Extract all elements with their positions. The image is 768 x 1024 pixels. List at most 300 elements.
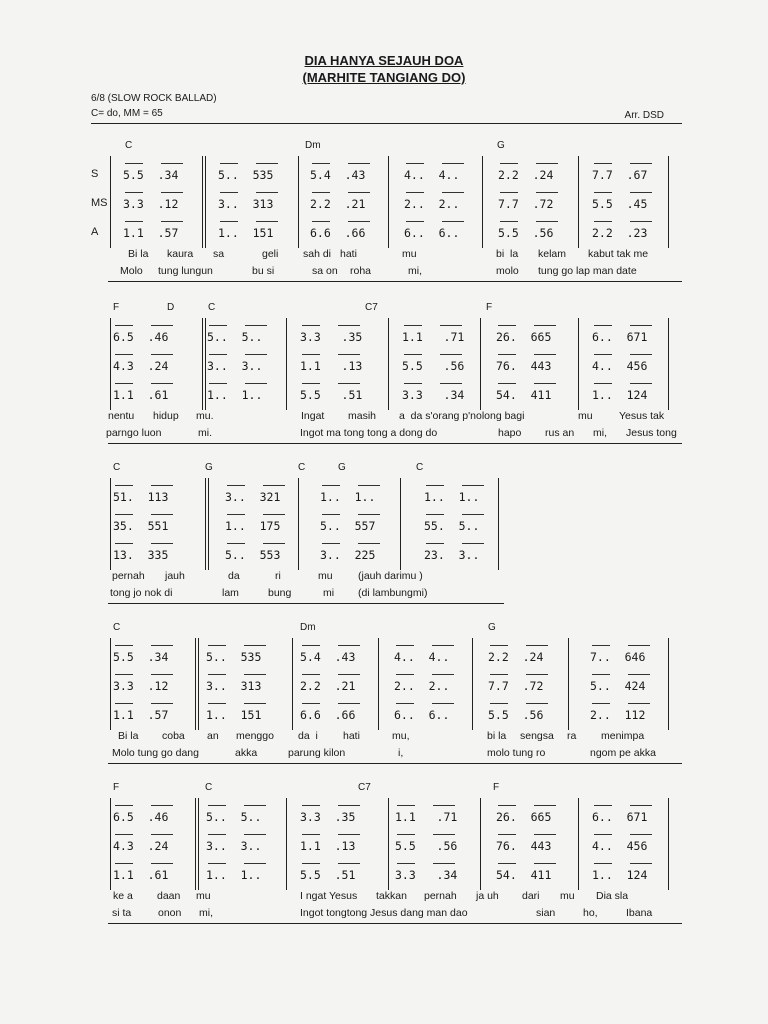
lyric-verse-1: dari bbox=[522, 890, 540, 902]
bar-line bbox=[110, 638, 111, 730]
note-group: 2.2 .21 bbox=[310, 197, 366, 211]
beam-left bbox=[594, 863, 612, 864]
beam-left bbox=[209, 354, 227, 355]
beam-left bbox=[594, 354, 612, 355]
beam-right bbox=[462, 514, 484, 515]
bar-line bbox=[668, 638, 669, 730]
beam-right bbox=[630, 192, 652, 193]
lyric-verse-1: hati bbox=[343, 730, 360, 742]
lyric-verse-2: mi, bbox=[593, 427, 607, 439]
note-group: 2.. 2.. bbox=[394, 679, 450, 693]
beam-right bbox=[536, 221, 558, 222]
lyric-verse-1: mu bbox=[560, 890, 575, 902]
chord-symbol: C bbox=[205, 782, 213, 793]
beam-right bbox=[442, 221, 464, 222]
bar-line bbox=[480, 318, 481, 410]
chord-symbol: C bbox=[113, 622, 121, 633]
beam-left bbox=[498, 834, 516, 835]
bar-line bbox=[668, 798, 669, 890]
system-rule bbox=[108, 603, 504, 604]
beam-left bbox=[490, 703, 508, 704]
beam-left bbox=[208, 645, 226, 646]
chord-symbol: Dm bbox=[300, 622, 316, 633]
beam-left bbox=[115, 485, 133, 486]
beam-left bbox=[209, 383, 227, 384]
beam-left bbox=[397, 863, 415, 864]
beam-right bbox=[338, 834, 360, 835]
beam-right bbox=[338, 645, 360, 646]
double-bar-line bbox=[205, 156, 206, 248]
beam-left bbox=[397, 834, 415, 835]
note-group: 2.2 .24 bbox=[498, 168, 554, 182]
note-group: 5.5 .34 bbox=[113, 650, 169, 664]
beam-right bbox=[244, 863, 266, 864]
system-5 bbox=[0, 782, 768, 932]
beam-right bbox=[263, 543, 285, 544]
beam-right bbox=[630, 834, 652, 835]
lyric-verse-1: geli bbox=[262, 248, 279, 260]
beam-left bbox=[115, 354, 133, 355]
system-rule bbox=[108, 763, 682, 764]
beam-right bbox=[630, 863, 652, 864]
beam-left bbox=[498, 354, 516, 355]
key-tempo: C= do, MM = 65 bbox=[91, 108, 163, 119]
lyric-verse-1: I ngat Yesus bbox=[300, 890, 358, 902]
beam-right bbox=[432, 674, 454, 675]
beam-right bbox=[338, 863, 360, 864]
lyric-verse-1: coba bbox=[162, 730, 185, 742]
beam-right bbox=[536, 192, 558, 193]
beam-right bbox=[151, 645, 173, 646]
note-group: 1.1 .61 bbox=[113, 868, 169, 882]
lyric-verse-1: hati bbox=[340, 248, 357, 260]
bar-line bbox=[298, 156, 299, 248]
beam-right bbox=[244, 674, 266, 675]
chord-symbol: F bbox=[486, 302, 493, 313]
beam-left bbox=[227, 543, 245, 544]
beam-left bbox=[125, 221, 143, 222]
beam-right bbox=[630, 163, 652, 164]
beam-left bbox=[220, 221, 238, 222]
beam-left bbox=[115, 863, 133, 864]
lyric-verse-2: lam bbox=[222, 587, 239, 599]
note-group: 1.1 .57 bbox=[113, 708, 169, 722]
beam-left bbox=[592, 645, 610, 646]
arranger: Arr. DSD bbox=[624, 110, 664, 121]
note-group: 4.3 .24 bbox=[113, 839, 169, 853]
beam-left bbox=[498, 383, 516, 384]
bar-line bbox=[578, 318, 579, 410]
lyric-verse-2: parung kilon bbox=[288, 747, 346, 759]
beam-right bbox=[630, 805, 652, 806]
note-group: 54. 411 bbox=[496, 868, 552, 882]
note-group: 2.2 .21 bbox=[300, 679, 356, 693]
beam-right bbox=[338, 354, 360, 355]
lyric-verse-2: rus an bbox=[545, 427, 575, 439]
lyric-verse-1: Bi la bbox=[128, 248, 149, 260]
lyric-verse-1: da i bbox=[298, 730, 318, 742]
beam-right bbox=[151, 514, 173, 515]
beam-right bbox=[628, 674, 650, 675]
beam-right bbox=[630, 221, 652, 222]
note-group: 1.1 .57 bbox=[123, 226, 179, 240]
note-group: 1.1 .61 bbox=[113, 388, 169, 402]
beam-left bbox=[322, 543, 340, 544]
note-group: 6.6 .66 bbox=[310, 226, 366, 240]
lyric-verse-1: kaura bbox=[167, 248, 194, 260]
bar-line bbox=[388, 318, 389, 410]
beam-right bbox=[440, 354, 462, 355]
note-group: 1.. 124 bbox=[592, 388, 648, 402]
song-title: DIA HANYA SEJAUH DOA bbox=[304, 53, 464, 68]
beam-left bbox=[115, 645, 133, 646]
note-group: 5.. 424 bbox=[590, 679, 646, 693]
beam-right bbox=[151, 485, 173, 486]
note-group: 1.. 1.. bbox=[206, 868, 262, 882]
bar-line bbox=[388, 798, 389, 890]
lyric-verse-2: bu si bbox=[252, 265, 275, 277]
note-group: 7.7 .72 bbox=[498, 197, 554, 211]
note-group: 7.7 .72 bbox=[488, 679, 544, 693]
bar-line bbox=[568, 638, 569, 730]
bar-line bbox=[298, 478, 299, 570]
beam-right bbox=[244, 834, 266, 835]
lyric-verse-2: onon bbox=[158, 907, 182, 919]
beam-right bbox=[440, 325, 462, 326]
beam-left bbox=[220, 163, 238, 164]
beam-left bbox=[406, 163, 424, 164]
beam-right bbox=[534, 834, 556, 835]
note-group: 3.. 3.. bbox=[207, 359, 263, 373]
chord-symbol: Dm bbox=[305, 140, 321, 151]
beam-right bbox=[161, 192, 183, 193]
note-group: 5.. 535 bbox=[218, 168, 274, 182]
beam-right bbox=[358, 514, 380, 515]
beam-left bbox=[594, 383, 612, 384]
bar-line bbox=[578, 798, 579, 890]
chord-symbol: C7 bbox=[365, 302, 378, 313]
beam-left bbox=[302, 863, 320, 864]
note-group: 5.5 .51 bbox=[300, 388, 363, 402]
beam-left bbox=[302, 703, 320, 704]
header-rule bbox=[91, 123, 682, 124]
bar-line bbox=[202, 156, 203, 248]
bar-line bbox=[195, 638, 196, 730]
lyric-verse-1: Bi la bbox=[118, 730, 139, 742]
note-group: 5.4 .43 bbox=[300, 650, 356, 664]
note-group: 3.. 313 bbox=[218, 197, 274, 211]
note-group: 5.. 557 bbox=[320, 519, 376, 533]
beam-right bbox=[338, 325, 360, 326]
note-group: 3.3 .35 bbox=[300, 810, 356, 824]
beam-left bbox=[302, 325, 320, 326]
chord-symbol: C7 bbox=[358, 782, 371, 793]
beam-right bbox=[462, 543, 484, 544]
lyric-verse-1: takkan bbox=[376, 890, 407, 902]
beam-right bbox=[534, 805, 556, 806]
lyric-verse-1: ra bbox=[567, 730, 577, 742]
beam-left bbox=[426, 543, 444, 544]
lyric-verse-2: mi. bbox=[198, 427, 212, 439]
chord-symbol: C bbox=[113, 462, 121, 473]
beam-left bbox=[592, 674, 610, 675]
beam-right bbox=[151, 354, 173, 355]
beam-left bbox=[302, 383, 320, 384]
note-group: 35. 551 bbox=[113, 519, 169, 533]
note-group: 3.. 321 bbox=[225, 490, 281, 504]
beam-left bbox=[594, 192, 612, 193]
note-group: 5.. 5.. bbox=[206, 810, 262, 824]
bar-line bbox=[378, 638, 379, 730]
beam-left bbox=[396, 645, 414, 646]
beam-left bbox=[322, 514, 340, 515]
lyric-verse-1: Dia sla bbox=[596, 890, 629, 902]
system-rule bbox=[108, 443, 682, 444]
double-bar-line bbox=[205, 318, 206, 410]
note-group: 5.5 .56 bbox=[402, 359, 465, 373]
note-group: 6.5 .46 bbox=[113, 810, 169, 824]
bar-line bbox=[110, 318, 111, 410]
beam-right bbox=[442, 192, 464, 193]
beam-right bbox=[338, 805, 360, 806]
bar-line bbox=[480, 798, 481, 890]
note-group: 7.. 646 bbox=[590, 650, 646, 664]
lyric-verse-2: mi, bbox=[408, 265, 422, 277]
beam-left bbox=[594, 834, 612, 835]
note-group: 4.. 4.. bbox=[394, 650, 450, 664]
chord-symbol: C bbox=[125, 140, 133, 151]
beam-left bbox=[404, 354, 422, 355]
note-group: 76. 443 bbox=[496, 359, 552, 373]
beam-right bbox=[151, 863, 173, 864]
note-group: 1.. 1.. bbox=[207, 388, 263, 402]
lyric-verse-1: (jauh darimu ) bbox=[358, 570, 423, 582]
beam-right bbox=[338, 703, 360, 704]
note-group: 3.3 .34 bbox=[402, 388, 465, 402]
note-group: 2.. 112 bbox=[590, 708, 646, 722]
note-group: 1.. 1.. bbox=[424, 490, 480, 504]
bar-line bbox=[205, 478, 206, 570]
beam-left bbox=[227, 485, 245, 486]
beam-left bbox=[594, 163, 612, 164]
lyric-verse-2: i, bbox=[398, 747, 404, 759]
lyric-verse-1: mu bbox=[318, 570, 333, 582]
beam-left bbox=[115, 543, 133, 544]
bar-line bbox=[388, 156, 389, 248]
lyric-verse-1: Yesus tak bbox=[619, 410, 665, 422]
beam-right bbox=[151, 805, 173, 806]
chord-symbol: G bbox=[205, 462, 213, 473]
note-group: 6.6 .66 bbox=[300, 708, 356, 722]
system-1 bbox=[0, 140, 768, 290]
lyric-verse-2: tung go lap man date bbox=[538, 265, 637, 277]
note-group: 2.2 .24 bbox=[488, 650, 544, 664]
bar-line bbox=[110, 478, 111, 570]
note-group: 26. 665 bbox=[496, 810, 552, 824]
note-group: 1.1 .13 bbox=[300, 359, 363, 373]
note-group: 4.. 456 bbox=[592, 359, 648, 373]
system-rule bbox=[108, 923, 682, 924]
bar-line bbox=[578, 156, 579, 248]
double-bar-line bbox=[198, 798, 199, 890]
beam-right bbox=[151, 543, 173, 544]
beam-right bbox=[433, 834, 455, 835]
lyric-verse-1: bi la bbox=[496, 248, 519, 260]
note-group: 5.4 .43 bbox=[310, 168, 366, 182]
lyric-verse-2: Molo tung go dang bbox=[112, 747, 199, 759]
lyric-verse-2: ho, bbox=[583, 907, 598, 919]
note-group: 54. 411 bbox=[496, 388, 552, 402]
beam-left bbox=[302, 354, 320, 355]
lyric-verse-1: mu, bbox=[392, 730, 410, 742]
chord-symbol: F bbox=[113, 302, 120, 313]
beam-right bbox=[151, 325, 173, 326]
lyric-verse-2: Ingot ma tong tong a dong do bbox=[300, 427, 438, 439]
lyric-verse-1: kelam bbox=[538, 248, 567, 260]
note-group: 7.7 .67 bbox=[592, 168, 648, 182]
double-bar-line bbox=[208, 478, 209, 570]
beam-right bbox=[432, 703, 454, 704]
beam-right bbox=[534, 325, 556, 326]
beam-right bbox=[628, 703, 650, 704]
beam-left bbox=[498, 805, 516, 806]
beam-right bbox=[244, 805, 266, 806]
lyric-verse-2: akka bbox=[235, 747, 258, 759]
lyric-verse-1: sa bbox=[213, 248, 225, 260]
lyric-verse-2: tung lungun bbox=[158, 265, 213, 277]
beam-left bbox=[125, 192, 143, 193]
note-group: 1.. 1.. bbox=[320, 490, 376, 504]
note-group: 1.. 124 bbox=[592, 868, 648, 882]
lyric-verse-2: si ta bbox=[112, 907, 132, 919]
beam-left bbox=[426, 514, 444, 515]
bar-line bbox=[668, 318, 669, 410]
system-rule bbox=[108, 281, 682, 282]
beam-left bbox=[490, 674, 508, 675]
beam-right bbox=[161, 163, 183, 164]
lyric-verse-1: pernah bbox=[112, 570, 145, 582]
note-group: 4.. 4.. bbox=[404, 168, 460, 182]
lyric-verse-1: mu bbox=[402, 248, 417, 260]
note-group: 13. 335 bbox=[113, 548, 169, 562]
note-group: 6.. 6.. bbox=[404, 226, 460, 240]
bar-line bbox=[110, 156, 111, 248]
beam-left bbox=[406, 221, 424, 222]
beam-right bbox=[526, 645, 548, 646]
chord-symbol: C bbox=[208, 302, 216, 313]
double-bar-line bbox=[198, 638, 199, 730]
beam-left bbox=[404, 325, 422, 326]
note-group: 5.5 .45 bbox=[592, 197, 648, 211]
lyric-verse-1: mu. bbox=[196, 410, 214, 422]
chord-symbol: G bbox=[488, 622, 496, 633]
lyric-verse-1: sengsa bbox=[520, 730, 554, 742]
voice-label: A bbox=[91, 226, 99, 238]
lyric-verse-1: menggo bbox=[236, 730, 274, 742]
beam-left bbox=[406, 192, 424, 193]
note-group: 26. 665 bbox=[496, 330, 552, 344]
chord-symbol: D bbox=[167, 302, 175, 313]
beam-right bbox=[630, 354, 652, 355]
bar-line bbox=[286, 798, 287, 890]
beam-right bbox=[630, 383, 652, 384]
beam-left bbox=[594, 805, 612, 806]
lyric-verse-1: bi la bbox=[487, 730, 507, 742]
beam-right bbox=[462, 485, 484, 486]
beam-left bbox=[208, 703, 226, 704]
lyric-verse-2: hapo bbox=[498, 427, 522, 439]
beam-left bbox=[220, 192, 238, 193]
note-group: 5.5 .51 bbox=[300, 868, 356, 882]
note-group: 1.1 .71 bbox=[395, 810, 458, 824]
lyric-verse-1: ri bbox=[275, 570, 281, 582]
beam-left bbox=[302, 805, 320, 806]
beam-right bbox=[161, 221, 183, 222]
lyric-verse-2: Ibana bbox=[626, 907, 653, 919]
bar-line bbox=[195, 798, 196, 890]
lyric-verse-1: da bbox=[228, 570, 240, 582]
lyric-verse-1: mu bbox=[196, 890, 211, 902]
note-group: 3.3 .12 bbox=[113, 679, 169, 693]
lyric-verse-1: nentu bbox=[108, 410, 135, 422]
beam-right bbox=[433, 863, 455, 864]
note-group: 1.1 .71 bbox=[402, 330, 465, 344]
lyric-verse-2: sa on bbox=[312, 265, 338, 277]
note-group: 3.3 .12 bbox=[123, 197, 179, 211]
beam-left bbox=[594, 325, 612, 326]
beam-right bbox=[245, 354, 267, 355]
beam-right bbox=[630, 325, 652, 326]
beam-left bbox=[115, 325, 133, 326]
beam-left bbox=[115, 383, 133, 384]
note-group: 5.5 .34 bbox=[123, 168, 179, 182]
note-group: 4.. 456 bbox=[592, 839, 648, 853]
lyric-verse-2: sian bbox=[536, 907, 556, 919]
bar-line bbox=[400, 478, 401, 570]
beam-left bbox=[500, 163, 518, 164]
beam-right bbox=[151, 834, 173, 835]
beam-right bbox=[358, 485, 380, 486]
beam-right bbox=[348, 163, 370, 164]
beam-left bbox=[115, 514, 133, 515]
beam-left bbox=[208, 805, 226, 806]
lyric-verse-2: molo tung ro bbox=[487, 747, 546, 759]
beam-right bbox=[534, 354, 556, 355]
beam-right bbox=[151, 674, 173, 675]
note-group: 6.. 671 bbox=[592, 810, 648, 824]
beam-left bbox=[404, 383, 422, 384]
beam-left bbox=[115, 703, 133, 704]
note-group: 6.5 .46 bbox=[113, 330, 169, 344]
lyric-verse-1: menimpa bbox=[601, 730, 645, 742]
note-group: 1.. 151 bbox=[206, 708, 262, 722]
beam-left bbox=[396, 703, 414, 704]
system-4 bbox=[0, 622, 768, 772]
note-group: 1.. 151 bbox=[218, 226, 274, 240]
beam-right bbox=[245, 383, 267, 384]
lyric-verse-2: (di lambungmi) bbox=[358, 587, 428, 599]
beam-left bbox=[322, 485, 340, 486]
beam-right bbox=[263, 514, 285, 515]
beam-left bbox=[426, 485, 444, 486]
time-signature: 6/8 (SLOW ROCK BALLAD) bbox=[91, 93, 217, 104]
lyric-verse-1: kabut tak me bbox=[588, 248, 649, 260]
beam-right bbox=[338, 674, 360, 675]
lyric-verse-1: an bbox=[207, 730, 219, 742]
beam-right bbox=[348, 221, 370, 222]
voice-label: S bbox=[91, 168, 99, 180]
lyric-verse-1: masih bbox=[348, 410, 377, 422]
